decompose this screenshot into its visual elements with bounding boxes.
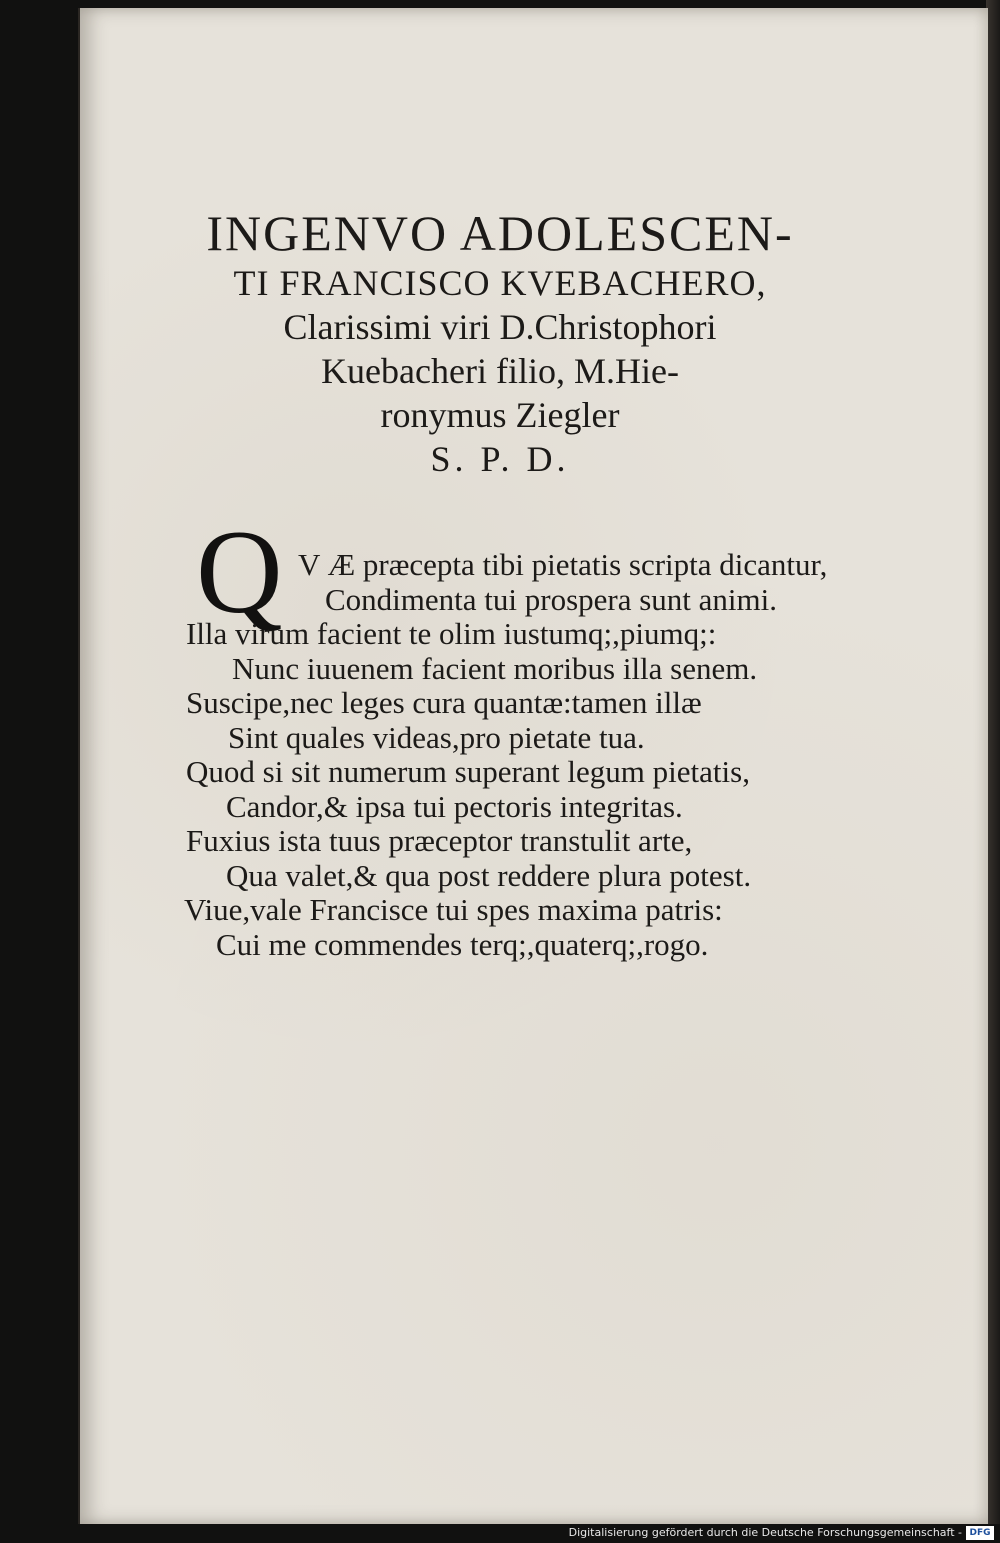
dedication-heading: [140, 205, 860, 481]
verse-line: Quod si sit numerum superant legum pietatis,: [186, 754, 750, 789]
heading-line-5: ronymus Ziegler: [380, 395, 620, 435]
verse-line: V Æ præcepta tibi pietatis scripta dicantur,: [298, 547, 828, 582]
drop-cap: Q: [196, 505, 283, 638]
poem-text: [0, 548, 1000, 962]
verse-line: Sint quales videas,pro pietate tua.: [228, 719, 645, 755]
verse-line: Viue,vale Francisce tui spes maxima patris:: [184, 892, 723, 927]
heading-line-6: S. P. D.: [430, 439, 570, 479]
heading-line-2: TI FRANCISCO KVEBACHERO,: [233, 263, 767, 303]
verse-line: Cui me commendes terq;,quaterq;,rogo.: [216, 926, 709, 962]
verse-line: Candor,& ipsa tui pectoris integritas.: [226, 788, 683, 824]
heading-line-1: INGENVO ADOLESCEN-: [206, 205, 794, 261]
heading-line-3: Clarissimi viri D.Christophori: [283, 307, 717, 347]
heading-line-4: Kuebacheri filio, M.Hie-: [321, 351, 679, 391]
digitization-credit: Digitalisierung gefördert durch die Deutsche Forschungsgemeinschaft -: [568, 1526, 962, 1539]
dfg-logo: DFG: [966, 1526, 994, 1540]
verse-line: Nunc iuuenem facient moribus illa senem.: [232, 650, 758, 686]
verse-line: Qua valet,& qua post reddere plura potest.: [226, 857, 752, 893]
verse-line: Suscipe,nec leges cura quantæ:tamen illæ: [186, 685, 702, 720]
verse-line: Condimenta tui prospera sunt animi.: [325, 581, 778, 617]
verse-line: Fuxius ista tuus præceptor transtulit arte,: [186, 823, 693, 858]
verse-line: Illa virum facient te olim iustumq;,piumq;:: [186, 616, 717, 651]
